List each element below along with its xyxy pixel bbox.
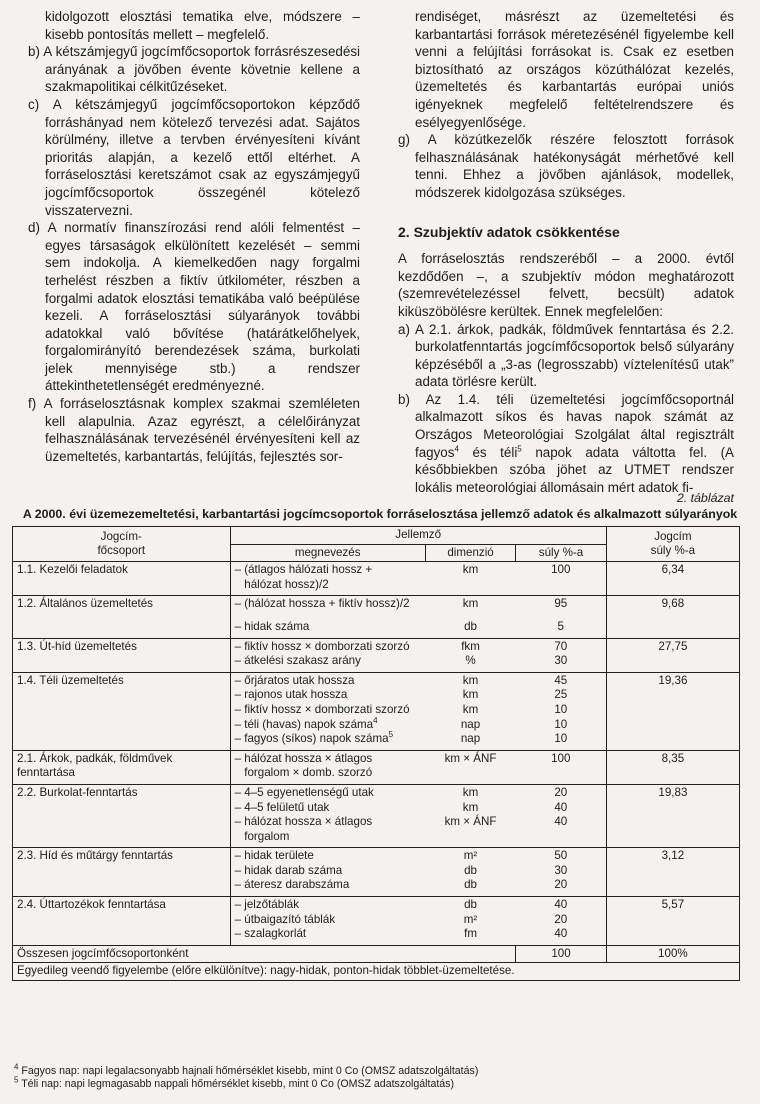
item-name: – (átlagos hálózati hossz + hálózat hossz)/2 — [234, 563, 373, 591]
item-dimension: km — [462, 597, 479, 611]
group-name: 2.2. Burkolat-fenntartás — [13, 784, 231, 847]
item-dimension: nap — [460, 717, 481, 731]
item-name: – szalagkorlát — [234, 927, 307, 941]
table-row — [13, 897, 740, 946]
item-dimension: db — [464, 878, 477, 892]
item-dimension: km — [462, 688, 479, 702]
item-name: – 4–5 felületű utak — [234, 800, 330, 814]
group-weight: 19,36 — [606, 672, 739, 750]
table-row — [13, 784, 740, 847]
footnote-5: $^5$ Téli nap: napi legmagasabb nappali hőmérséklet kisebb, mint 0 Co (OMSZ adatszolgáltatás) — [14, 1075, 455, 1090]
item-weight: 40 — [554, 898, 568, 912]
item-dimension: km — [462, 673, 479, 687]
row-dims — [425, 750, 515, 784]
item-weight: 10 — [554, 732, 568, 746]
item-name: – hidak területe — [234, 849, 314, 863]
item-dimension: m² — [463, 849, 478, 863]
row-weights — [516, 897, 606, 946]
row-dims — [425, 848, 515, 897]
item-name: – jelzőtáblák — [234, 898, 300, 912]
item-name: – hálózat hossza × átlagos forgalom — [234, 815, 373, 843]
table-row — [13, 750, 740, 784]
item-name: – hidak száma — [234, 619, 310, 633]
item-weight: 95 — [554, 597, 568, 611]
row-weights — [516, 638, 606, 672]
item-weight: 100 — [551, 751, 571, 765]
row-weights — [516, 672, 606, 750]
item-weight: 45 — [554, 673, 568, 687]
row-names — [230, 672, 425, 750]
row-names — [230, 596, 425, 638]
header-jogcim: Jogcím- főcsoport — [13, 527, 231, 562]
group-name: 1.2. Általános üzemeltetés — [13, 596, 231, 638]
item-a-right: a) A 2.1. árkok, padkák, földművek fenntartása és 2.2. burkolatfenntartás jogcímfőcsoportok belső súlyarány képzéséből a „3-as (legrosszabb) víztelenítésű utak” adata törlésre került. — [398, 321, 734, 390]
row-names — [230, 848, 425, 897]
footnote-ref-5: 5 — [517, 444, 522, 454]
total-jogcim: 100% — [606, 945, 739, 963]
table-row — [13, 562, 740, 596]
item-dimension: db — [464, 863, 477, 877]
group-name: 1.4. Téli üzemeltetés — [13, 672, 231, 750]
item-d: d) A normatív finanszírozási rend alóli felmentést – egyes társaságok elkülönített kezelését – semmi sem indokolja. A kiemelkedően nagy forgalmi terhelést részben a fiktív útkilométer, részben a forgalmi adatok elosztási tematikába való beépülése kezeli. A forráselosztási súlyarányok további adatokkal való bővítése (határátkelőhelyek, forgalomirányító berendezések száma, burkolati jelek mennyisége stb.) a rendszer áttekinthetetlenségét eredményezné. — [28, 220, 360, 394]
footnote-4: $^4$ Fagyos nap: napi legalacsonyabb hajnali hőmérséklet kisebb, mint 0 Co (OMSZ adatszolgáltatás) — [14, 1062, 479, 1077]
item-name: – 4–5 egyenetlenségű utak — [234, 785, 374, 799]
item-name: – őrjáratos utak hossza — [234, 673, 355, 687]
item-dimension: fm — [464, 927, 477, 941]
footnote-ref-4: 4 — [454, 444, 459, 454]
row-dims — [425, 897, 515, 946]
group-name: 1.3. Út-híd üzemeltetés — [13, 638, 231, 672]
table-row — [13, 672, 740, 750]
item-dimension: km — [462, 702, 479, 716]
item-c: c) A kétszámjegyű jogcímfőcsoportokon képződő forráshányad nem kötelező tervezési adat. Sajátos körülmény, illetve a tervben érvényesíteni kívánt prioritás alapján, a kezelő ettől eltérhet. A forráselosztási keretszámot csak az egyszámjegyű jogcímfőcsoportok összegénél kötelező visszatervezni. — [28, 96, 360, 218]
header-suly: súly %-a — [516, 544, 606, 562]
item-weight: 40 — [554, 800, 568, 814]
item-dimension: km — [462, 800, 479, 814]
row-dims — [425, 784, 515, 847]
row-names — [230, 638, 425, 672]
table-title: A 2000. évi üzemezemeltetési, karbantartási jogcímcsoportok forráselosztása jellemző adatok és alkalmazott súlyarányok — [22, 507, 738, 521]
total-suly: 100 — [516, 945, 606, 963]
section-intro: A forráselosztás rendszeréből – a 2000. évtől kezdődően –, a szubjektív módon meghatározott (szemrevételezéssel felvett, becsült) adatok kiküszöbölésre kerültek. Ennek megfelelően: — [398, 251, 734, 319]
item-dimension: km × ÁNF — [444, 751, 497, 765]
group-name: 2.1. Árkok, padkák, földművek fenntartása — [13, 750, 231, 784]
row-weights — [516, 562, 606, 596]
item-weight: 100 — [551, 563, 571, 577]
item-dimension: fkm — [461, 639, 480, 653]
footnote-ref: 4 — [373, 715, 378, 725]
group-weight: 19,83 — [606, 784, 739, 847]
header-dimenzio: dimenzió — [425, 544, 515, 562]
group-weight: 8,35 — [606, 750, 739, 784]
table-number: 2. táblázat — [676, 491, 734, 505]
item-weight: 10 — [554, 717, 568, 731]
item-dimension: m² — [463, 912, 478, 926]
left-column — [28, 8, 360, 465]
item-dimension: km — [462, 563, 479, 577]
item-weight: 20 — [554, 878, 568, 892]
row-weights — [516, 848, 606, 897]
table-note: Egyedileg veendő figyelembe (előre elkülönítve): nagy-hidak, ponton-hidak többlet-üzemeltetése. — [13, 963, 740, 981]
section-heading: 2. Szubjektív adatok csökkentése — [398, 223, 620, 240]
group-name: 2.3. Híd és műtárgy fenntartás — [13, 848, 231, 897]
row-dims — [425, 638, 515, 672]
item-g: g) A közútkezelők részére felosztott források felhasználásának hatékonyságát mérhetővé kell tenni. Ehhez a jövőben ajánlások, modellek, módszerek kidolgozása szükséges. — [398, 132, 734, 200]
item-weight: 40 — [554, 815, 568, 829]
item-weight: 25 — [554, 688, 568, 702]
item-name: – átkelési szakasz arány — [234, 654, 361, 668]
item-name: – fiktív hossz × domborzati szorzó — [234, 639, 410, 653]
paragraph-continuation-right: rendiséget, másrészt az üzemeltetési és karbantartási források méretezésénél figyelembe kell venni a felújítási forrásokat is. Csak ez esetben biztosítható az országos közúthálózat kezelés, üzemeltetés és karbantartás európai uniós igényeknek megfelelő feltételrendszere és esélyegyenlősége. — [415, 9, 734, 130]
allocation-table — [12, 526, 740, 981]
group-name: 1.1. Kezelői feladatok — [13, 562, 231, 596]
item-name: – útbaigazító táblák — [234, 912, 336, 926]
item-dimension: km — [462, 785, 479, 799]
item-dimension: db — [464, 898, 477, 912]
item-weight: 30 — [554, 654, 568, 668]
row-weights — [516, 750, 606, 784]
right-column — [398, 8, 734, 496]
row-names — [230, 562, 425, 596]
item-name: – hidak darab száma — [234, 863, 343, 877]
item-name: – rajonos utak hossza — [234, 688, 348, 702]
item-dimension: km × ÁNF — [444, 815, 497, 829]
item-dimension: db — [464, 619, 477, 633]
item-weight: 40 — [554, 927, 568, 941]
table-row — [13, 848, 740, 897]
footnote-ref: 5 — [388, 730, 394, 740]
group-weight: 3,12 — [606, 848, 739, 897]
item-weight: 30 — [554, 863, 568, 877]
header-megnevezes: megnevezés — [230, 544, 425, 562]
item-dimension: % — [465, 654, 476, 668]
row-weights — [516, 596, 606, 638]
group-weight: 9,68 — [606, 596, 739, 638]
table-row — [13, 638, 740, 672]
item-weight: 20 — [554, 912, 568, 926]
item-name: – téli (havas) napok száma$^4$ — [234, 715, 378, 731]
item-weight: 20 — [554, 785, 568, 799]
row-dims — [425, 672, 515, 750]
item-name: – fagyos (síkos) napok száma$^5$ — [234, 730, 394, 746]
item-name: – áteresz darabszáma — [234, 878, 350, 892]
item-name: – fiktív hossz × domborzati szorzó — [234, 702, 410, 716]
item-f: f) A forráselosztásnak komplex szakmai szemléleten kell alapulnia. Azaz egyrészt, a célelőirányzat felhasználásának tervezésénél érvényesíteni kell az üzemeltetés, karbantartás, felújítás, fejlesztés sor- — [28, 396, 360, 464]
group-weight: 5,57 — [606, 897, 739, 946]
row-names — [230, 897, 425, 946]
row-dims — [425, 596, 515, 638]
item-weight: 70 — [554, 639, 568, 653]
row-dims — [425, 562, 515, 596]
item-name: – hálózat hossza × átlagos forgalom × domb. szorzó — [234, 751, 373, 780]
table-row — [13, 596, 740, 638]
item-name: – (hálózat hossza + fiktív hossz)/2 — [234, 597, 410, 611]
row-names — [230, 784, 425, 847]
item-b: b) A kétszámjegyű jogcímfőcsoportok forrásrészesedési arányának a jövőben évente követnie kellene a szakmapolitikai célkitűzéseket. — [28, 44, 360, 95]
row-weights — [516, 784, 606, 847]
total-label: Összesen jogcímfőcsoportonként — [13, 945, 516, 963]
item-dimension: nap — [460, 732, 481, 746]
header-jogcim-suly: Jogcím súly %-a — [606, 527, 739, 562]
group-weight: 27,75 — [606, 638, 739, 672]
item-b-right: b) Az 1.4. téli üzemeltetési jogcímfőcsoportnál alkalmazott síkos és havas napok számát az Országos Meteorológiai Szolgálat által regisztrált fagyos$^4$ és téli$^5$ napok adata váltotta fel. (A későbbiekben szóba jöhet az UTMET rendszer lokális meteorológiai állomásain mért adatok fi- — [398, 391, 734, 495]
group-name: 2.4. Úttartozékok fenntartása — [13, 897, 231, 946]
table-body — [13, 562, 740, 946]
item-weight: 5 — [557, 619, 564, 633]
group-weight: 6,34 — [606, 562, 739, 596]
item-weight: 50 — [554, 849, 568, 863]
header-jellemzo: Jellemző — [230, 527, 606, 545]
row-names — [230, 750, 425, 784]
item-weight: 10 — [554, 702, 568, 716]
footnotes — [14, 1062, 479, 1091]
paragraph-continuation: kidolgozott elosztási tematika elve, módszere – kisebb pontosítás mellett – megfelelő. — [45, 9, 360, 42]
